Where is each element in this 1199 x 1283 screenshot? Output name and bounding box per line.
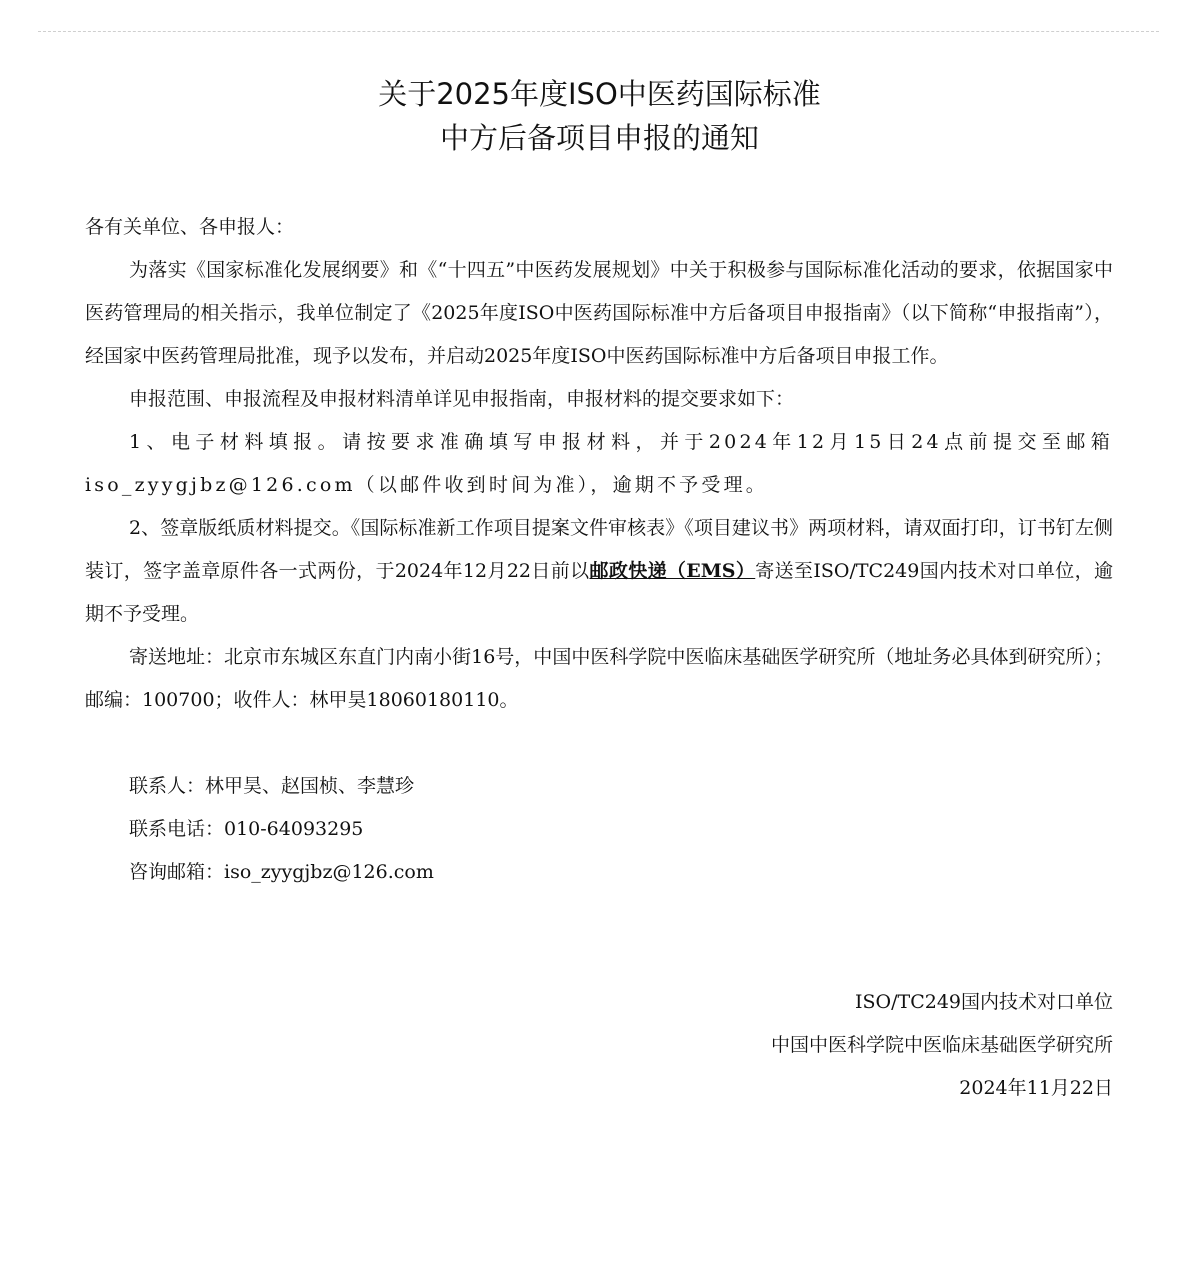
paragraph-intro: 为落实《国家标准化发展纲要》和《“十四五”中医药发展规划》中关于积极参与国际标准化活动的要求，依据国家中医药管理局的相关指示，我单位制定了《2025年度ISO中医药国际标准中方后备项目申报指南》（以下简称“申报指南”），经国家中医药管理局批准，现予以发布，并启动2025年度ISO中医药国际标准中方后备项目申报工作。 — [85, 259, 1113, 367]
mailing-address: 寄送地址：北京市东城区东直门内南小街16号，中国中医科学院中医临床基础医学研究所（地址务必具体到研究所）；邮编：100700；收件人：林甲昊18060180110。 — [85, 646, 1113, 711]
paragraph-requirements: 申报范围、申报流程及申报材料清单详见申报指南，申报材料的提交要求如下： — [129, 388, 795, 410]
notice-title-line-1: 关于2025年度ISO中医药国际标准 — [378, 77, 821, 111]
salutation: 各有关单位、各申报人： — [85, 216, 295, 238]
top-divider — [38, 31, 1159, 32]
item-paper-submission — [85, 507, 1113, 636]
signature-org-1: ISO/TC249国内技术对口单位 — [855, 991, 1113, 1013]
item-paper-text-after: 寄送至ISO/TC249国内技术对口单位，逾期不予受理。 — [85, 560, 1113, 625]
contact-email: 咨询邮箱：iso_zyygjbz@126.com — [129, 861, 434, 883]
item-paper-text-before: 2、签章版纸质材料提交。《国际标准新工作项目提案文件审核表》《项目建议书》两项材料，请双面打印，订书钉左侧装订，签字盖章原件各一式两份，于2024年12月22日前以 — [85, 517, 1113, 582]
spacer — [85, 722, 1113, 765]
notice-title-line-2: 中方后备项目申报的通知 — [439, 121, 759, 155]
signature-block — [771, 981, 1113, 1110]
item-electronic-submission: 1、电子材料填报。请按要求准确填写申报材料，并于2024年12月15日24点前提交至邮箱iso_zyygjbz@126.com（以邮件收到时间为准），逾期不予受理。 — [85, 431, 1113, 496]
signature-date: 2024年11月22日 — [959, 1077, 1113, 1099]
signature-org-2: 中国中医科学院中医临床基础医学研究所 — [770, 1034, 1113, 1056]
contact-person: 联系人：林甲昊、赵国桢、李慧珍 — [129, 775, 415, 797]
ems-link[interactable]: 邮政快递（EMS） — [589, 560, 756, 582]
contact-phone: 联系电话：010-64093295 — [129, 818, 364, 840]
notice-body — [85, 206, 1113, 894]
